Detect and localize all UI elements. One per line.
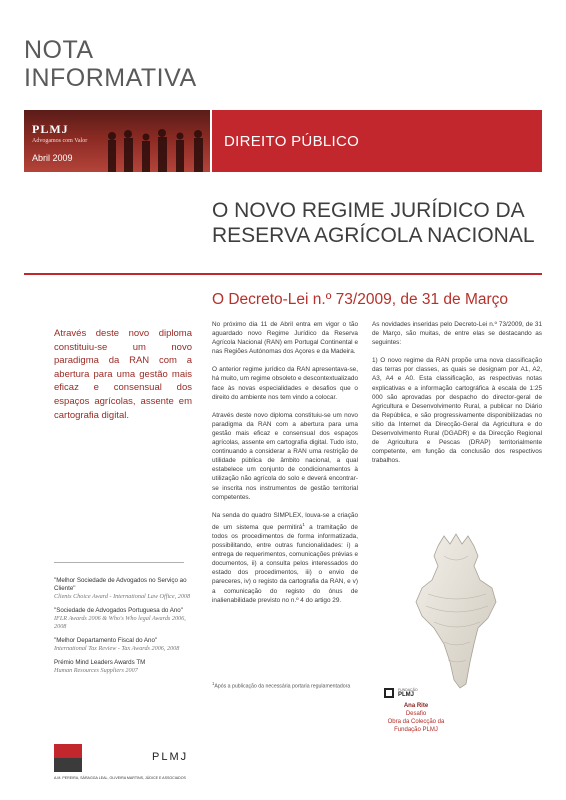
paragraph: No próximo dia 11 de Abril entra em vigor o tão aguardado novo Regime Jurídico da Reserva Agrícola Nacional (RAN) em Portugal Continental e nas Regiões Autónomas dos Açores e da Madeira. <box>212 321 358 356</box>
award-source: International Tax Review - Tax Awards 2006, 2008 <box>54 645 180 652</box>
foundation-logo <box>384 688 418 698</box>
footnote <box>212 680 358 691</box>
intro-text: Através deste novo diploma constituiu-se um novo paradigma da RAN com a abertura para uma gestão mais eficaz e consensual dos espaços agrícolas, assente em cartografia digital. <box>54 328 192 421</box>
paragraph: As novidades inseridas pelo Decreto-Lei n.º 73/2009, de 31 de Março, são muitas, de entre elas se destacando as seguintes: <box>372 321 542 347</box>
artist-name: Ana Rite <box>403 703 429 709</box>
sculpture-image <box>408 532 504 692</box>
footnote-text: Após a publicação da necessária portaria regulamentadora <box>214 683 351 690</box>
column-1 <box>212 320 358 614</box>
issue-date: Abril 2009 <box>32 153 73 163</box>
artwork-caption <box>376 702 456 734</box>
masthead <box>24 36 197 92</box>
award-name: "Melhor Sociedade de Advogados no Serviço ao Cliente" <box>54 577 187 592</box>
article-subtitle: O Decreto-Lei n.º 73/2009, de 31 de Março <box>212 291 509 308</box>
award-name: "Sociedade de Advogados Portuguesa do Ano" <box>54 607 183 614</box>
award-source: IFLR Awards 2006 & Who's Who legal Awards 2006, 2008 <box>54 615 186 630</box>
award-source: Human Resources Suppliers 2007 <box>54 667 138 674</box>
masthead-line1: NOTA <box>24 36 94 64</box>
award-item <box>54 659 194 675</box>
paragraph-part: a tramitação de todos os procedimentos de forma informatizada, possibilitando, entre outras funcionalidades: i) a entrega de requerimentos, comunicações prévias e documentos, ii) a consulta pelos interessados do estado dos procedimentos, iii) o envio de pareceres, iv) o registo da cartografia da RAN, e v) a comunicação do registo do ónus de inalienabilidade previsto no n.º 4 do artigo 29. <box>212 523 358 604</box>
paragraph-part: Na senda do quadro SIMPLEX, louva-se a criação de um sistema que permitirá <box>212 511 358 531</box>
award-name: "Melhor Departamento Fiscal do Ano" <box>54 637 158 644</box>
paragraph: 1) O novo regime da RAN propõe uma nova classificação das terras por classes, as quais se designam por A1, A2, A3, A4 e A0. Esta classificação, as respectivas notas explicativas e a informação cartográfica à escala de 1:25 000 são aprovadas por despacho do director-geral de Agricultura e Desenvolvimento Rural, a publicar no Diário da República, e são progressivamente disponibilizadas no sítio da Internet da Direcção-Geral da Agricultura e do Desenvolvimento Rural (DGADR) e da Direcção Regional de Agricultura e Pescas (DRAP) territorialmente competente, em função da conclusão dos respectivos trabalhos. <box>372 357 542 465</box>
red-divider <box>24 273 542 275</box>
section-label: DIREITO PÚBLICO <box>224 133 360 150</box>
award-item <box>54 607 194 631</box>
title-line1: O NOVO REGIME JURÍDICO DA <box>212 199 525 222</box>
silhouettes-image <box>104 128 210 172</box>
tagline: Advogamos com Valor <box>32 138 88 144</box>
footer-wordmark: PLMJ <box>152 751 189 763</box>
section-banner <box>212 110 542 172</box>
award-name: Prémio Mind Leaders Awards TM <box>54 659 146 666</box>
foundation-logo-mark <box>384 688 394 698</box>
logo-red-block <box>54 744 82 758</box>
paragraph: O anterior regime jurídico da RAN apresentava-se, há muito, um regime obsoleto e descontextualizado face às novas especialidades e desafios que o direito do ambiente nos tem vindo a colocar. <box>212 366 359 401</box>
column-2 <box>372 320 542 474</box>
plmj-logo: PLMJ <box>32 122 69 136</box>
award-item <box>54 577 194 601</box>
title-line2: RESERVA AGRÍCOLA NACIONAL <box>212 224 535 247</box>
work-title: Desafio <box>405 711 427 717</box>
foundation-brand: PLMJ <box>398 692 415 698</box>
logo-dark-block <box>54 758 82 772</box>
footnote-mark: 1 <box>212 681 215 686</box>
paragraph <box>212 511 358 605</box>
collection-credit: Obra da Colecção da Fundação PLMJ <box>387 719 445 733</box>
partners-line: A.M. PEREIRA, SÁRAGGA LEAL, OLIVEIRA MARTINS, JÚDICE E ASSOCIADOS <box>54 776 186 780</box>
paragraph: Através deste novo diploma constituiu-se um novo paradigma da RAN com a abertura para uma gestão mais eficaz e consensual dos espaços agrícolas, assente em cartografia digital. Tudo isto, continuando a considerar a RAN uma restrição de utilidade pública de âmbito nacional, a qual estabelece um conjunto de condicionamentos à utilização não agrícola do solo e deverá encontrar-se inscrita nos instrumentos de gestão territorial competentes. <box>212 411 358 501</box>
masthead-line2: INFORMATIVA <box>24 64 197 92</box>
award-source: Clients Choice Award - International Law Office, 2008 <box>54 593 191 600</box>
awards-divider <box>54 562 184 563</box>
foundation-label: FUNDAÇÃO <box>398 688 418 692</box>
article-title <box>212 198 542 248</box>
award-item <box>54 637 194 653</box>
awards-list <box>54 577 194 681</box>
banner-photo <box>24 110 210 172</box>
footnote-ref: 1 <box>302 521 305 527</box>
